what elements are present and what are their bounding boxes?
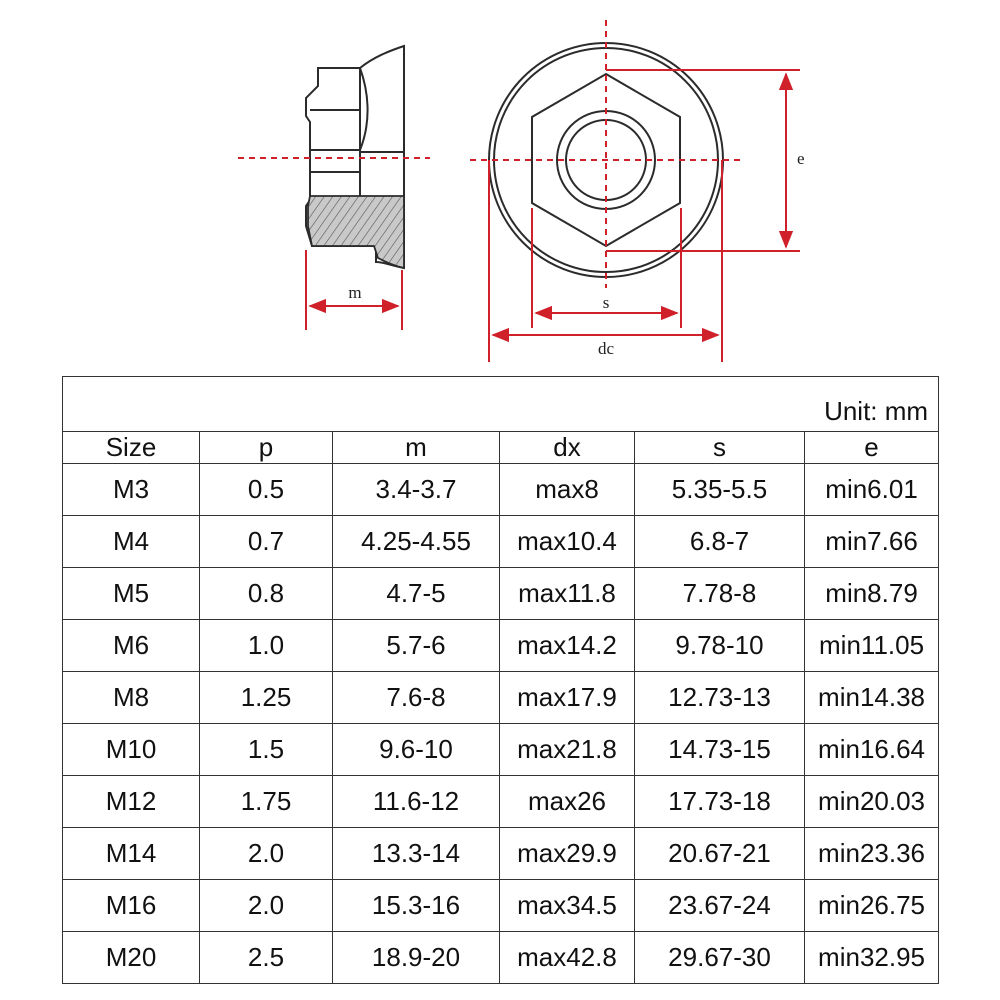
cell-s: 17.73-18 <box>635 776 805 828</box>
cell-m: 4.25-4.55 <box>333 516 500 568</box>
flange-nut-technical-drawing <box>0 0 1000 375</box>
cell-e: min26.75 <box>805 880 939 932</box>
cell-m: 5.7-6 <box>333 620 500 672</box>
table-row <box>63 724 939 776</box>
cell-size: M6 <box>63 620 200 672</box>
cell-p: 0.8 <box>200 568 333 620</box>
cell-s: 20.67-21 <box>635 828 805 880</box>
cell-size: M16 <box>63 880 200 932</box>
cell-s: 7.78-8 <box>635 568 805 620</box>
column-header-p: p <box>200 432 333 464</box>
cell-dx: max42.8 <box>500 932 635 984</box>
cell-p: 1.25 <box>200 672 333 724</box>
flange-nut-size-table <box>62 376 939 984</box>
cell-size: M3 <box>63 464 200 516</box>
cell-m: 18.9-20 <box>333 932 500 984</box>
cell-dx: max8 <box>500 464 635 516</box>
cell-size: M5 <box>63 568 200 620</box>
cell-m: 4.7-5 <box>333 568 500 620</box>
cell-s: 12.73-13 <box>635 672 805 724</box>
cell-size: M4 <box>63 516 200 568</box>
column-header-s: s <box>635 432 805 464</box>
cell-e: min11.05 <box>805 620 939 672</box>
cell-dx: max29.9 <box>500 828 635 880</box>
table-row <box>63 932 939 984</box>
cell-size: M14 <box>63 828 200 880</box>
cell-dx: max17.9 <box>500 672 635 724</box>
cell-s: 5.35-5.5 <box>635 464 805 516</box>
cell-dx: max14.2 <box>500 620 635 672</box>
table-body <box>63 464 939 984</box>
cell-p: 2.5 <box>200 932 333 984</box>
cell-dx: max10.4 <box>500 516 635 568</box>
table-row <box>63 880 939 932</box>
cell-e: min20.03 <box>805 776 939 828</box>
cell-e: min7.66 <box>805 516 939 568</box>
table-row <box>63 620 939 672</box>
table-row <box>63 828 939 880</box>
cell-e: min32.95 <box>805 932 939 984</box>
table-header-row <box>63 432 939 464</box>
cell-p: 1.5 <box>200 724 333 776</box>
dimension-dc-label: dc <box>597 339 615 358</box>
cell-size: M12 <box>63 776 200 828</box>
cell-dx: max34.5 <box>500 880 635 932</box>
cell-m: 7.6-8 <box>333 672 500 724</box>
table-row <box>63 516 939 568</box>
cell-m: 3.4-3.7 <box>333 464 500 516</box>
cell-s: 9.78-10 <box>635 620 805 672</box>
cell-e: min23.36 <box>805 828 939 880</box>
table-row <box>63 672 939 724</box>
cell-p: 1.0 <box>200 620 333 672</box>
cell-dx: max26 <box>500 776 635 828</box>
cell-m: 15.3-16 <box>333 880 500 932</box>
table-row <box>63 776 939 828</box>
cell-e: min6.01 <box>805 464 939 516</box>
column-header-size: Size <box>63 432 200 464</box>
cell-m: 11.6-12 <box>333 776 500 828</box>
cell-p: 2.0 <box>200 828 333 880</box>
cell-size: M8 <box>63 672 200 724</box>
cell-e: min14.38 <box>805 672 939 724</box>
cell-dx: max21.8 <box>500 724 635 776</box>
cell-s: 29.67-30 <box>635 932 805 984</box>
dimension-m-label: m <box>348 283 362 302</box>
cell-e: min16.64 <box>805 724 939 776</box>
cell-s: 14.73-15 <box>635 724 805 776</box>
unit-label: Unit: mm <box>63 377 939 432</box>
cell-dx: max11.8 <box>500 568 635 620</box>
column-header-e: e <box>805 432 939 464</box>
dimension-s-label: s <box>602 293 610 312</box>
dimension-e-label: e <box>797 149 805 168</box>
column-header-m: m <box>333 432 500 464</box>
cell-s: 6.8-7 <box>635 516 805 568</box>
cell-m: 13.3-14 <box>333 828 500 880</box>
cell-e: min8.79 <box>805 568 939 620</box>
cell-m: 9.6-10 <box>333 724 500 776</box>
column-header-dx: dx <box>500 432 635 464</box>
side-view-section-hatch <box>308 196 404 268</box>
cell-p: 0.5 <box>200 464 333 516</box>
table-row <box>63 568 939 620</box>
unit-row <box>63 377 939 432</box>
cell-size: M10 <box>63 724 200 776</box>
table-row <box>63 464 939 516</box>
cell-p: 1.75 <box>200 776 333 828</box>
cell-p: 0.7 <box>200 516 333 568</box>
cell-size: M20 <box>63 932 200 984</box>
cell-p: 2.0 <box>200 880 333 932</box>
cell-s: 23.67-24 <box>635 880 805 932</box>
